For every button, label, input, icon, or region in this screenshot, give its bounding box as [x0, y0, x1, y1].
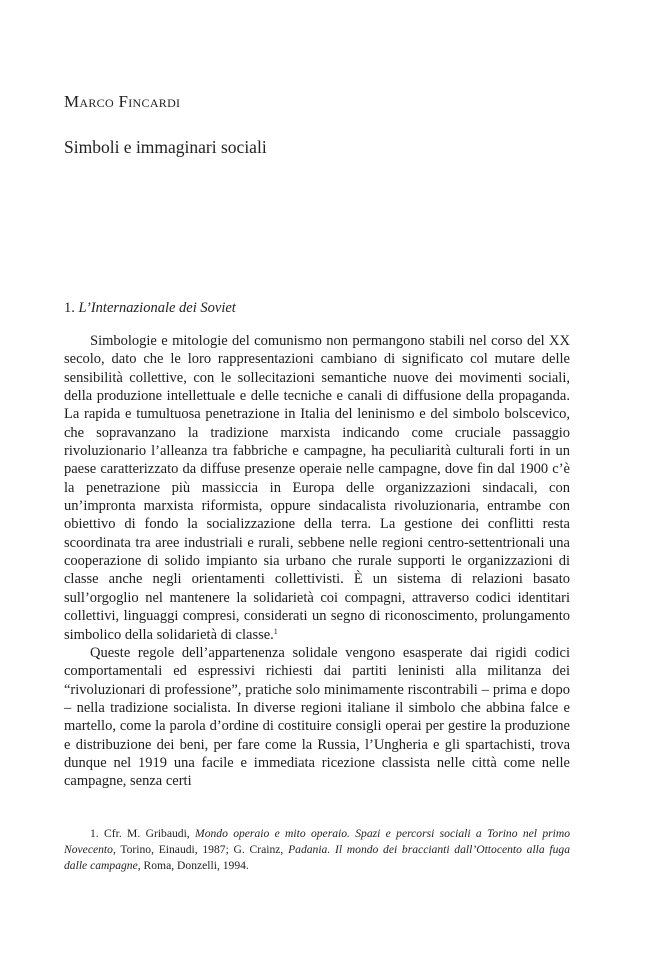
section-title: L’Internazionale dei Soviet [78, 300, 236, 316]
chapter-author: Marco Fincardi [64, 92, 181, 111]
footnote-mid: , Torino, Einaudi, 1987; G. Crainz, [112, 842, 284, 856]
body-text [64, 332, 570, 791]
chapter-title: Simboli e immaginari sociali [64, 137, 267, 157]
footnote-1 [64, 826, 570, 873]
footnote-prefix: Cfr. M. Gribaudi, [104, 827, 190, 840]
footnote-work-1: Mondo operaio e mito operaio. Spazi e percorsi sociali a Torino nel primo Novecento [64, 827, 571, 856]
paragraph-2 [64, 644, 570, 791]
section-heading [64, 300, 236, 317]
footnote-number: 1. [90, 827, 99, 840]
section-number: 1. [64, 300, 75, 316]
paragraph-1-text: Simbologie e mitologie del comunismo non permangono stabili nel corso del XX secolo, dato che le loro rappresentazioni cambiano di significato col mutare delle sensibilità collettive, con le sollecitazioni semantiche nuove dei movimenti sociali, della produzione intellettuale e delle tecniche e canali di diffusione della propaganda. La rapida e tumultuosa penetrazione in Italia del leninismo e del simbolo bolscevico, che sopravanzano la tradizione marxista indicando come cruciale passaggio rivoluzionario l’alleanza tra fabbriche e campagne, ha peculiarità culturali forti in un paese caratterizzato da diffuse presenze operaie nelle campagne, dove fin dal 1900 c’è la penetrazione più massiccia in Europa delle organizzazioni sindacali, con un’impronta marxista riformista, oppure sindacalista rivoluzionaria, entrambe con obiettivo di fondo la socializzazione della terra. La gestione dei conflitti resta scoordinata tra aree industriali e rurali, sebbene nelle regioni centro-settentrionali una cooperazione di solido impianto sia urbano che rurale supporti le organizzazioni di classe anche negli orientamenti collettivisti. È un sistema di relazioni basato sull’orgoglio nel mantenere la solidarietà coi compagni, attraverso codici identitari collettivi, linguaggi compresi, considerati un segno di riconoscimento, prolungamento simbolico della solidarietà di classe. [64, 333, 570, 643]
footnote-reference[interactable]: 1 [273, 626, 278, 636]
paragraph-2-text: Queste regole dell’appartenenza solidale vengono esasperate dai rigidi codici comportamentali ed espressivi richiesti dai partiti leninisti alla militanza dei “rivoluzionari di professione”, pratiche solo minimamente riscontrabili – prima e dopo – nella tradizione socialista. In diverse regioni italiane il simbolo che abbina falce e martello, come la parola d’ordine di costituire consigli operai per gestire la produzione e distribuzione dei beni, per fare come la Russia, l’Ungheria e gli spartachisti, trova dunque nel 1919 una facile e immediata ricezione classista nelle città come nelle campagne, senza certi [64, 644, 570, 790]
footnote-suffix: , Roma, Donzelli, 1994. [137, 858, 249, 872]
paragraph-1 [64, 332, 570, 644]
footnote-work-2: Padania. Il mondo dei braccianti dall’Ottocento alla fuga dalle campagne [64, 842, 571, 872]
